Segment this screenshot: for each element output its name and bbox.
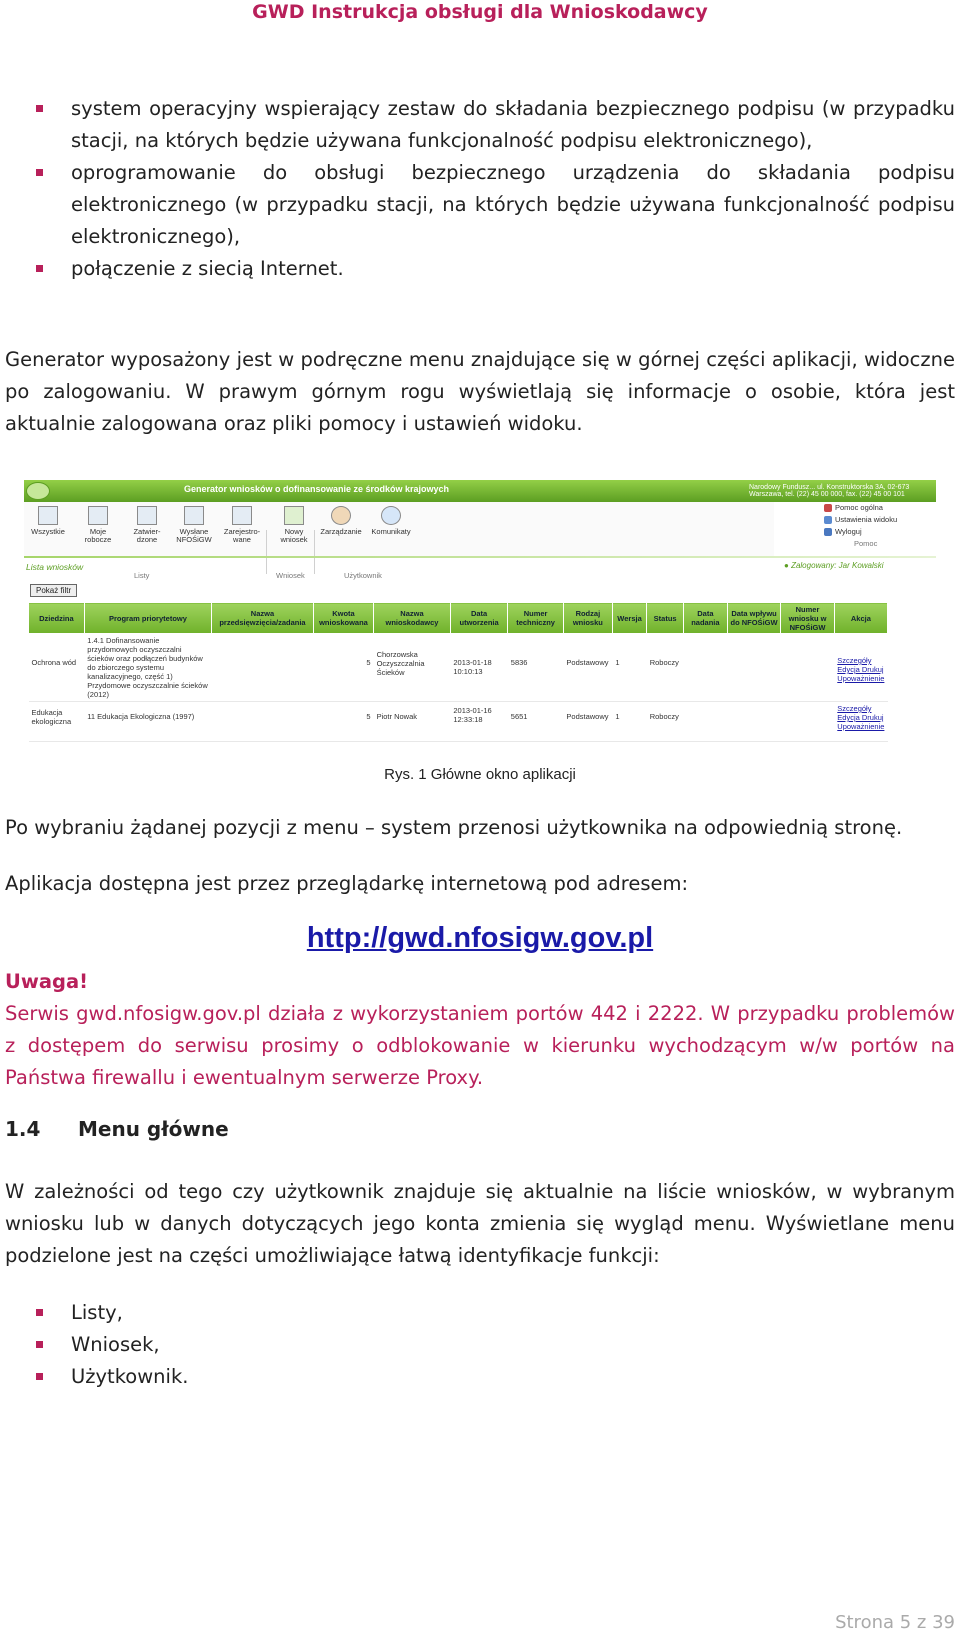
column-header[interactable]: Data wpływu do NFOŚiGW bbox=[727, 603, 781, 634]
column-header[interactable]: Wersja bbox=[612, 603, 646, 634]
speech-bubble-icon bbox=[381, 506, 401, 525]
list-item: system operacyjny wspierający zestaw do składania bezpiecznego podpisu (w przypadku stacji, na których będzie używana funkcjonalność podpisu elektronicznego), bbox=[5, 93, 955, 157]
warning-text: Serwis gwd.nfosigw.gov.pl działa z wykorzystaniem portów 442 i 2222. W przypadku problemów z dostępem do serwisu prosimy o odblokowanie w kierunku wychodzącym w/w portów na Państwa firewallu i ewentualnym serwerze Proxy. bbox=[5, 1002, 955, 1089]
app-logo-icon bbox=[26, 482, 50, 500]
list-item: Wniosek, bbox=[5, 1329, 955, 1361]
column-header[interactable]: Nazwa wnioskodawcy bbox=[374, 603, 451, 634]
section-title: Menu główne bbox=[78, 1117, 229, 1141]
show-filter-button[interactable]: Pokaż filtr bbox=[30, 584, 77, 597]
cell-actions[interactable]: Szczegóły Edycja Drukuj Upoważnienie bbox=[834, 634, 887, 702]
help-icon bbox=[824, 504, 832, 512]
figure-caption: Rys. 1 Główne okno aplikacji bbox=[384, 766, 576, 783]
cell-domain: Ochrona wód bbox=[29, 634, 85, 702]
cell-program: 11 Edukacja Ekologiczna (1997) bbox=[84, 702, 211, 742]
cell-applicant-number: 5 bbox=[313, 702, 373, 742]
group-label-application: Wniosek bbox=[276, 571, 305, 580]
paragraph-browser: Aplikacja dostępna jest przez przeglądarkę internetową pod adresem: bbox=[5, 872, 689, 895]
column-header[interactable]: Data nadania bbox=[684, 603, 728, 634]
cell-created: 2013-01-16 12:33:18 bbox=[450, 702, 507, 742]
help-menu bbox=[824, 502, 897, 550]
cell-created: 2013-01-18 10:10:13 bbox=[450, 634, 507, 702]
settings-icon bbox=[824, 516, 832, 524]
cell-applicant-number: 5 bbox=[313, 634, 373, 702]
group-label-help: Pomoc bbox=[854, 539, 878, 548]
column-header[interactable]: Numer wniosku w NFOŚiGW bbox=[781, 603, 835, 634]
column-header[interactable]: Status bbox=[647, 603, 684, 634]
paragraph-generator-menu: Generator wyposażony jest w podręczne menu znajdujące się w górnej części aplikacji, widoczne po zalogowaniu. W prawym górnym rogu wyświetlają się informacje o osobie, która jest aktualnie zalogowana oraz pliki pomocy i ustawień widoku. bbox=[5, 348, 955, 435]
toolbar-all-button[interactable]: Wszystkie bbox=[28, 506, 68, 536]
app-url bbox=[0, 922, 960, 955]
toolbar-new-application-button[interactable]: Nowy wniosek bbox=[275, 506, 313, 544]
toolbar-registered-button[interactable]: Zarejestro- wane bbox=[220, 506, 264, 544]
application-screenshot bbox=[24, 478, 936, 750]
send-document-icon bbox=[184, 506, 204, 525]
toolbar-manage-button[interactable]: Zarządzanie bbox=[318, 506, 364, 536]
bullet-square-icon bbox=[36, 169, 43, 176]
page-number: Strona 5 z 39 bbox=[835, 1612, 955, 1633]
app-address: Narodowy Fundusz... ul. Konstruktorska 3A, 02-673 Warszawa, tel. (22) 45 00 000, fax. (22) 45 00 101 bbox=[749, 484, 910, 498]
document-header: GWD Instrukcja obsługi dla Wnioskodawcy bbox=[252, 1, 708, 23]
paragraph-menu-description: W zależności od tego czy użytkownik znajduje się aktualnie na liście wniosków, w wybranym wniosku lub w danych dotyczących jego konta zmienia się wygląd menu. Wyświetlane menu podzielone jest na części umożliwiające łatwą identyfikacje funkcji: bbox=[5, 1180, 955, 1267]
column-header[interactable]: Numer techniczny bbox=[508, 603, 564, 634]
menu-parts-list bbox=[5, 1297, 955, 1393]
toolbar-divider bbox=[24, 556, 936, 558]
cell-status: Roboczy bbox=[647, 702, 684, 742]
column-header[interactable]: Akcja bbox=[834, 603, 887, 634]
column-header[interactable]: Nazwa przedsięwzięcia/zadania bbox=[212, 603, 314, 634]
list-icon bbox=[38, 506, 58, 525]
cell-tech-number: 5836 bbox=[508, 634, 564, 702]
cell-program: 1.4.1 Dofinansowanie przydomowych oczyszczalni ścieków oraz podłączeń budynków do zbiorczego systemu kanalizacyjnego, część 1) Przydomowe oczyszczalnie ścieków (2012) bbox=[84, 634, 211, 702]
column-header[interactable]: Program priorytetowy bbox=[84, 603, 211, 634]
paragraph-navigation: Po wybraniu żądanej pozycji z menu – system przenosi użytkownika na odpowiednią stronę. bbox=[5, 816, 903, 839]
column-header[interactable]: Data utworzenia bbox=[450, 603, 507, 634]
cell-status: Roboczy bbox=[647, 634, 684, 702]
cell-version: 1 bbox=[612, 634, 646, 702]
bullet-square-icon bbox=[36, 1341, 43, 1348]
cell-type: Podstawowy bbox=[563, 702, 612, 742]
cell-tech-number: 5651 bbox=[508, 702, 564, 742]
document-icon bbox=[88, 506, 108, 525]
column-header[interactable]: Dziedzina bbox=[29, 603, 85, 634]
help-menu-view-settings[interactable]: Ustawienia widoku bbox=[824, 514, 897, 526]
requirements-list bbox=[5, 93, 955, 285]
user-small-icon: ● bbox=[784, 561, 792, 570]
list-item: Użytkownik. bbox=[5, 1361, 955, 1393]
logout-icon bbox=[824, 528, 832, 536]
logged-user: ● Zalogowany: Jar Kowalski bbox=[784, 561, 884, 570]
section-heading bbox=[5, 1117, 229, 1141]
toolbar-separator bbox=[314, 530, 315, 574]
app-title: Generator wniosków o dofinansowanie ze środków krajowych bbox=[184, 484, 450, 494]
registered-document-icon bbox=[232, 506, 252, 525]
app-url-link[interactable]: http://gwd.nfosigw.gov.pl bbox=[306, 922, 654, 954]
column-header[interactable]: Kwota wnioskowana bbox=[313, 603, 373, 634]
list-item: Listy, bbox=[5, 1297, 955, 1329]
group-label-lists: Listy bbox=[134, 571, 150, 580]
toolbar-approved-button[interactable]: Zatwier- dzone bbox=[126, 506, 168, 544]
list-label: Lista wniosków bbox=[26, 562, 84, 572]
toolbar-sent-button[interactable]: Wysłane NFOŚiGW bbox=[174, 506, 214, 544]
cell-actions[interactable]: Szczegóły Edycja Drukuj Upoważnienie bbox=[834, 702, 887, 742]
toolbar-separator bbox=[266, 530, 267, 574]
list-item: oprogramowanie do obsługi bezpiecznego urządzenia do składania podpisu elektronicznego (w przypadku stacji, na których będzie używana funkcjonalność podpisu elektronicznego), bbox=[5, 157, 955, 253]
new-document-plus-icon bbox=[284, 506, 304, 525]
help-menu-logout[interactable]: Wyloguj bbox=[824, 526, 897, 538]
cell-type: Podstawowy bbox=[563, 634, 612, 702]
cell-project bbox=[212, 634, 314, 702]
user-icon bbox=[331, 506, 351, 525]
app-title-bar bbox=[24, 480, 936, 502]
bullet-square-icon bbox=[36, 105, 43, 112]
cell-domain: Edukacja ekologiczna bbox=[29, 702, 85, 742]
approved-document-icon bbox=[137, 506, 157, 525]
bullet-square-icon bbox=[36, 1373, 43, 1380]
cell-project bbox=[212, 702, 314, 742]
help-menu-general[interactable]: Pomoc ogólna bbox=[824, 502, 897, 514]
table-row[interactable] bbox=[29, 702, 888, 742]
bullet-square-icon bbox=[36, 1309, 43, 1316]
table-row[interactable] bbox=[29, 634, 888, 702]
applications-table bbox=[28, 602, 888, 742]
toolbar-messages-button[interactable]: Komunikaty bbox=[368, 506, 414, 536]
cell-applicant: Piotr Nowak bbox=[374, 702, 451, 742]
warning-title: Uwaga! bbox=[5, 970, 89, 993]
group-label-user: Użytkownik bbox=[344, 571, 382, 580]
table-header-row bbox=[29, 603, 888, 634]
section-number: 1.4 bbox=[5, 1117, 41, 1141]
cell-version: 1 bbox=[612, 702, 646, 742]
toolbar-drafts-button[interactable]: Moje robocze bbox=[78, 506, 118, 544]
column-header[interactable]: Rodzaj wniosku bbox=[563, 603, 612, 634]
list-item: połączenie z siecią Internet. bbox=[5, 253, 955, 285]
cell-applicant: Chorzowska Oczyszczalnia Ścieków bbox=[374, 634, 451, 702]
bullet-square-icon bbox=[36, 265, 43, 272]
